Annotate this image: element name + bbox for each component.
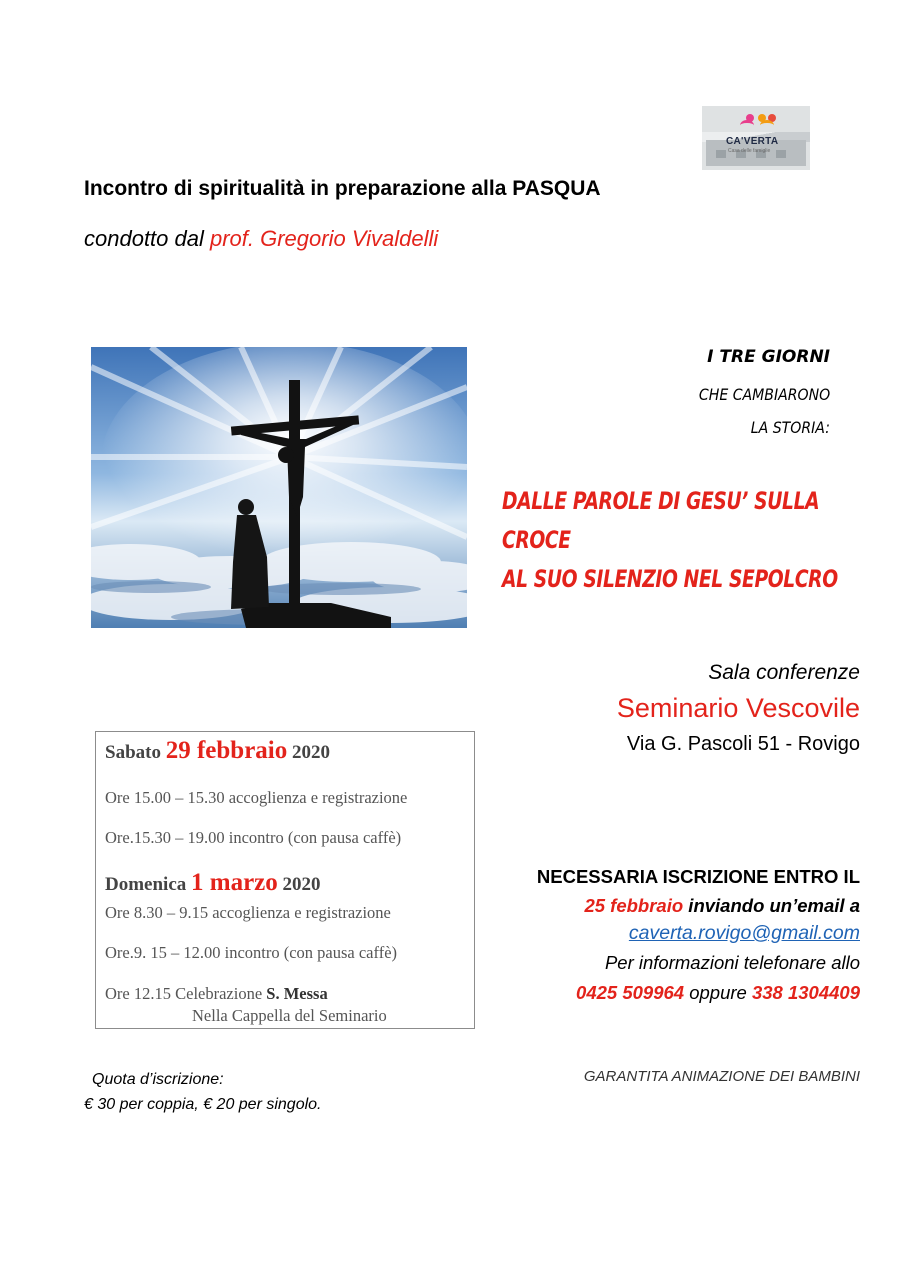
speaker-name: prof. Gregorio Vivaldelli [209,226,439,251]
day1-item-2: Ore.15.30 – 19.00 incontro (con pausa caffè) [105,828,402,847]
day2-year: 2020 [277,874,321,895]
event-subtitle [84,226,438,252]
day1-heading [105,737,330,765]
mass-bold: S. Messa [266,984,328,1003]
email-line [629,922,860,945]
logo-arc-orange [760,120,774,131]
day1-weekday: Sabato [105,742,166,763]
fee-label: Quota d’iscrizione: [92,1071,224,1088]
theme-line-3: LA STORIA: [750,418,830,437]
mass-place: Nella Cappella del Seminario [192,1006,387,1025]
event-title: Incontro di spiritualità in preparazione alla PASQUA [84,177,601,200]
slogan-line-1: DALLE PAROLE DI GESU’ SULLA [502,487,820,515]
slogan-line-2: CROCE [502,526,571,554]
day2-item-1: Ore 8.30 – 9.15 accoglienza e registrazione [105,903,391,922]
day1-year: 2020 [287,742,330,763]
registration-required: NECESSARIA ISCRIZIONE ENTRO IL [536,866,860,887]
kids-animation-note: GARANTITA ANIMAZIONE DEI BAMBINI [583,1068,860,1085]
caverta-logo [702,106,810,170]
day1-item-1: Ore 15.00 – 15.30 accoglienza e registrazione [105,788,408,807]
registration-deadline-line [584,895,860,917]
email-link[interactable]: caverta.rovigo@gmail.com [628,922,860,944]
logo-window [776,150,786,158]
registration-deadline: 25 febbraio [584,895,684,916]
crucifix-picture [91,347,467,628]
logo-name: CA'VERTA [726,136,779,147]
crucifix-illustration [91,347,467,628]
info-line: Per informazioni telefonare allo [604,952,860,973]
venue-name: Seminario Vescovile [616,693,860,723]
phone-line [576,982,860,1004]
venue-room: Sala conferenze [708,661,860,684]
phone-1: 0425 509964 [576,982,685,1003]
day2-weekday: Domenica [105,874,192,895]
registration-email-intro: inviando un’email a [683,895,860,916]
slogan-line-3: AL SUO SILENZIO NEL SEPOLCRO [502,565,838,593]
logo-arc-pink [740,120,754,131]
mass-line [105,984,328,1004]
theme-line-1: I TRE GIORNI [707,347,830,367]
fee-amounts: € 30 per coppia, € 20 per singolo. [84,1096,322,1113]
day2-heading [105,869,321,897]
schedule-box [95,731,475,1029]
venue-address: Via G. Pascoli 51 - Rovigo [626,733,860,755]
subtitle-prefix: condotto dal [84,226,210,251]
logo-window [716,150,726,158]
day2-item-2: Ore.9. 15 – 12.00 incontro (con pausa caffè) [105,943,398,962]
day2-date: 1 marzo [191,869,278,896]
phone-2: 338 1304409 [751,982,860,1003]
phone-or: oppure [684,982,752,1003]
logo-tagline: Casa delle famiglie [728,148,771,154]
day1-date: 29 febbraio [165,737,288,764]
theme-line-2: CHE CAMBIARONO [698,385,830,404]
mass-prefix: Ore 12.15 Celebrazione [105,984,267,1003]
